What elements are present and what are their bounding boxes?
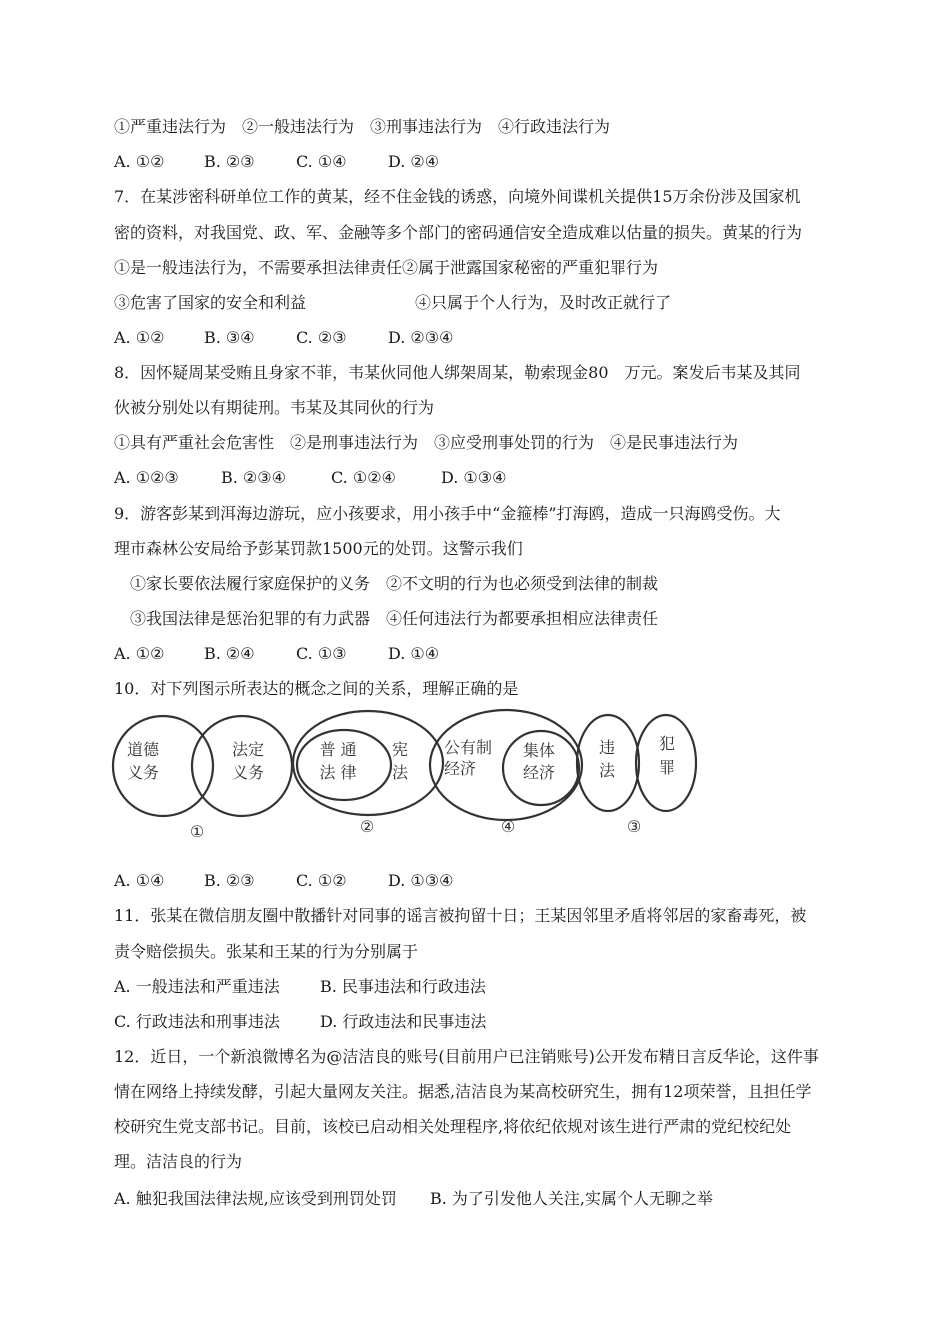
q11-options-cd	[114, 1012, 486, 1032]
q8-option-a[interactable]: A. ①②③	[114, 468, 179, 487]
d1-label-b1: 法定	[231, 740, 265, 759]
d2-label-b2: 法	[391, 763, 409, 782]
d3-number: ③	[626, 817, 642, 836]
q7-statement-4: ④只属于个人行为，及时改正就行了	[415, 293, 672, 312]
q6-option-b[interactable]: B. ②③	[204, 152, 255, 171]
q8-options	[114, 468, 506, 488]
q6-statements: ①严重违法行为 ②一般违法行为 ③刑事违法行为 ④行政违法行为	[114, 117, 611, 136]
d2-label-a1: 普 通	[319, 740, 357, 759]
q12-stem-line4: 理。洁洁良的行为	[114, 1152, 243, 1171]
q12-stem-line1: 12．近日，一个新浪微博名为@洁洁良的账号(目前用户已注销账号)公开发布精日言反华论，这件事	[114, 1047, 819, 1066]
q7-option-c[interactable]: C. ②③	[296, 328, 347, 347]
q8-stem-line1: 8．因怀疑周某受贿且身家不菲，韦某伙同他人绑架周某，勒索现金80 万元。案发后韦某及其同	[114, 363, 801, 382]
d2-number: ②	[359, 817, 375, 836]
q6-option-a[interactable]: A. ①②	[114, 152, 165, 171]
d4-number: ④	[500, 817, 516, 836]
q8-statements: ①具有严重社会危害性 ②是刑事违法行为 ③应受刑事处罚的行为 ④是民事违法行为	[114, 433, 739, 452]
d2-circle-constitution	[293, 711, 443, 815]
q10-options	[114, 871, 453, 891]
q11-option-a[interactable]: A. 一般违法和严重违法	[114, 977, 280, 996]
q10-option-c[interactable]: C. ①②	[296, 871, 347, 890]
q11-stem-line2: 责令赔偿损失。张某和王某的行为分别属于	[114, 942, 419, 961]
q9-statements-3-4: ③我国法律是惩治犯罪的有力武器 ④任何违法行为都要承担相应法律责任	[130, 609, 659, 628]
q12-options-ab	[114, 1189, 713, 1209]
d3-label-a1: 违	[598, 738, 616, 757]
q9-option-c[interactable]: C. ①③	[296, 644, 347, 663]
q11-option-b[interactable]: B. 民事违法和行政违法	[320, 977, 486, 996]
d3-label-a2: 法	[598, 761, 616, 780]
q8-option-b[interactable]: B. ②③④	[221, 468, 286, 487]
d2-label-b1: 宪	[391, 740, 409, 759]
d3-label-b1: 犯	[658, 734, 676, 753]
q12-option-a[interactable]: A. 触犯我国法律法规,应该受到刑罚处罚	[114, 1189, 397, 1208]
q12-stem-line2: 情在网络上持续发酵，引起大量网友关注。据悉,洁洁良为某高校研究生，拥有12项荣誉，且担任学	[114, 1082, 812, 1101]
q7-statements-3-4	[114, 293, 671, 313]
d1-label-a1: 道德	[126, 740, 160, 759]
q7-statements-1-2: ①是一般违法行为，不需要承担法律责任②属于泄露国家秘密的严重犯罪行为	[114, 258, 659, 277]
d1-number: ①	[189, 822, 205, 841]
d4-label-a1: 公有制	[443, 738, 493, 757]
q11-options-ab	[114, 977, 486, 997]
q9-statements-1-2: ①家长要依法履行家庭保护的义务 ②不文明的行为也必须受到法律的制裁	[130, 574, 659, 593]
q9-option-d[interactable]: D. ①④	[388, 644, 440, 663]
d4-label-b2: 经济	[522, 763, 556, 782]
q10-stem: 10．对下列图示所表达的概念之间的关系，理解正确的是	[114, 679, 519, 698]
d1-label-b2: 义务	[231, 763, 265, 782]
q11-option-c[interactable]: C. 行政违法和刑事违法	[114, 1012, 280, 1031]
q7-stem-line1: 7．在某涉密科研单位工作的黄某，经不住金钱的诱惑，向境外间谍机关提供15万余份涉及国家机	[114, 187, 801, 206]
q11-option-d[interactable]: D. 行政违法和民事违法	[320, 1012, 487, 1031]
d1-label-a2: 义务	[126, 763, 160, 782]
q11-stem-line1: 11．张某在微信朋友圈中散播针对同事的谣言被拘留十日；王某因邻里矛盾将邻居的家畜毒死，被	[114, 906, 807, 925]
q7-stem-line2: 密的资料，对我国党、政、军、金融等多个部门的密码通信安全造成难以估量的损失。黄某的行为	[114, 223, 803, 242]
d4-label-a2: 经济	[443, 759, 477, 778]
q10-option-b[interactable]: B. ②③	[204, 871, 255, 890]
q6-option-c[interactable]: C. ①④	[296, 152, 347, 171]
q9-option-a[interactable]: A. ①②	[114, 644, 165, 663]
q6-option-d[interactable]: D. ②④	[388, 152, 440, 171]
q7-option-b[interactable]: B. ③④	[204, 328, 255, 347]
q10-concept-diagram	[110, 706, 710, 850]
q8-stem-line2: 伙被分别处以有期徒刑。韦某及其同伙的行为	[114, 398, 435, 417]
d3-label-b2: 罪	[658, 758, 676, 777]
q9-stem-line2: 理市森林公安局给予彭某罚款1500元的处罚。这警示我们	[114, 539, 523, 558]
q12-option-b[interactable]: B. 为了引发他人关注,实属个人无聊之举	[430, 1189, 714, 1208]
q7-statement-3: ③危害了国家的安全和利益	[114, 293, 307, 312]
q12-stem-line3: 校研究生党支部书记。目前，该校已启动相关处理程序,将依纪依规对该生进行严肃的党纪校纪处	[114, 1117, 792, 1136]
q8-option-d[interactable]: D. ①③④	[441, 468, 507, 487]
q10-option-d[interactable]: D. ①③④	[388, 871, 454, 890]
q9-stem-line1: 9．游客彭某到洱海边游玩，应小孩要求，用小孩手中“金箍棒”打海鸥，造成一只海鸥受伤。大	[114, 504, 781, 523]
q7-options	[114, 328, 453, 348]
q10-option-a[interactable]: A. ①④	[114, 871, 165, 890]
d4-label-b1: 集体	[522, 741, 556, 760]
q7-option-d[interactable]: D. ②③④	[388, 328, 454, 347]
d2-label-a2: 法 律	[319, 763, 357, 782]
q9-options	[114, 644, 439, 664]
q8-option-c[interactable]: C. ①②④	[331, 468, 396, 487]
q6-options	[114, 152, 439, 172]
q7-option-a[interactable]: A. ①②	[114, 328, 165, 347]
q9-option-b[interactable]: B. ②④	[204, 644, 255, 663]
